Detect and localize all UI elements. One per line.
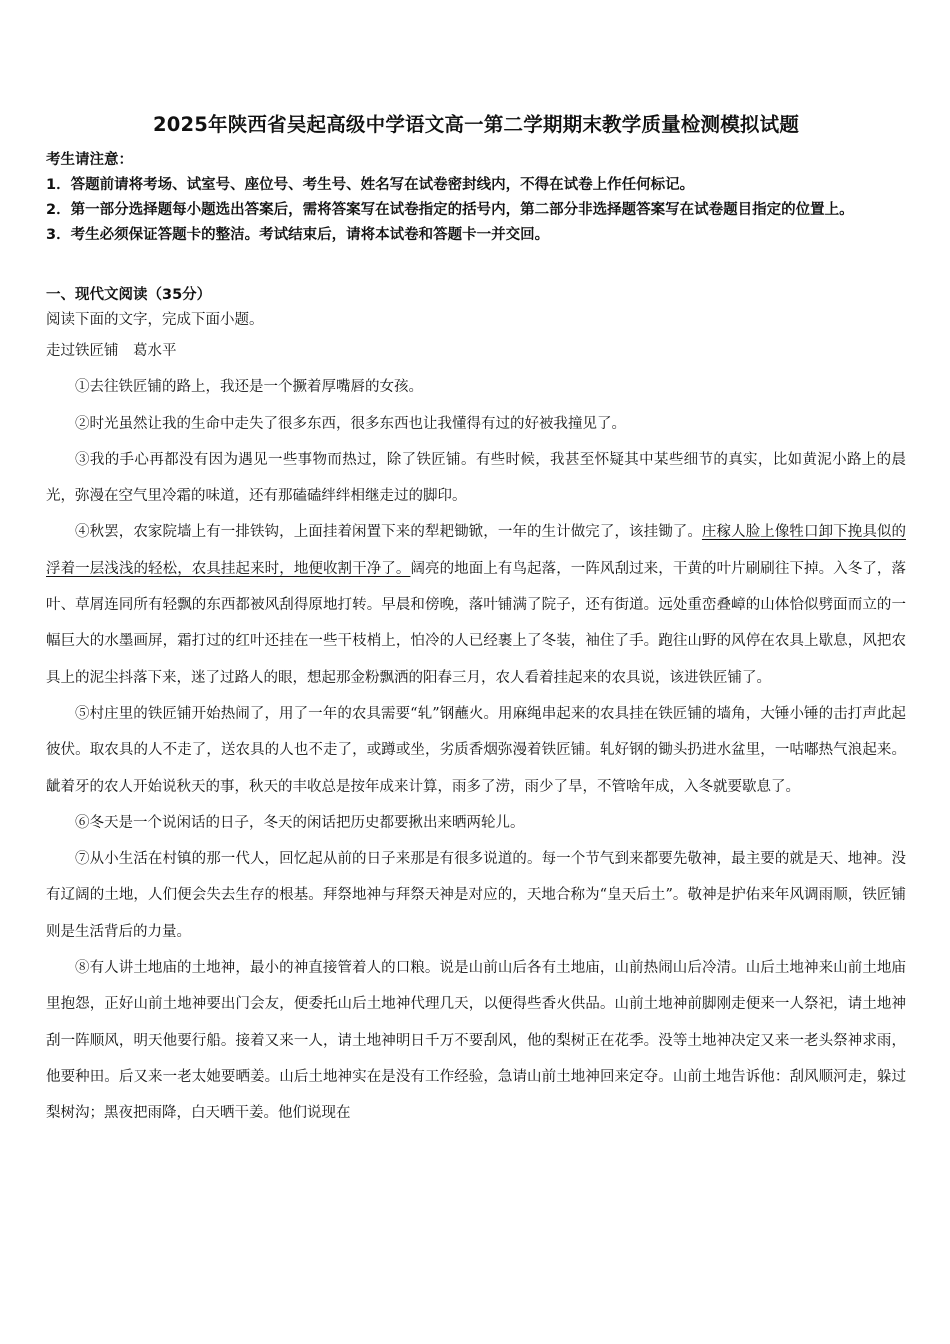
section-heading: 一、现代文阅读（35分） bbox=[46, 287, 212, 303]
paragraph-4-lead: ④秋罢，农家院墙上有一排铁钩，上面挂着闲置下来的犁耙锄锨，一年的生计做完了，该挂锄了。 bbox=[75, 524, 702, 541]
reading-passage bbox=[46, 308, 906, 1132]
paragraph-4 bbox=[46, 514, 906, 695]
paragraph-5: ⑤村庄里的铁匠铺开始热闹了，用了一年的农具需要“轧”钢蘸火。用麻绳串起来的农具挂在铁匠铺的墙角，大锤小锤的击打声此起彼伏。取农具的人不走了，送农具的人也不走了，或蹲或坐，劣质香烟弥漫着铁匠铺。轧好钢的锄头扔进水盆里，一咕嘟热气浪起来。龇着牙的农人开始说秋天的事，秋天的丰收总是按年成来计算，雨多了涝，雨少了旱，不管啥年成，入冬就要歇息了。 bbox=[46, 705, 906, 795]
paragraph-7: ⑦从小生活在村镇的那一代人，回忆起从前的日子来那是有很多说道的。每一个节气到来都要先敬神，最主要的就是天、地神。没有辽阔的土地，人们便会失去生存的根基。拜祭地神与拜祭天神是对应的，天地合称为“皇天后土”。敬神是护佑来年风调雨顺，铁匠铺则是生活背后的力量。 bbox=[46, 851, 906, 940]
reading-instruction: 阅读下面的文字，完成下面小题。 bbox=[46, 312, 264, 328]
notice-item-1: 1．答题前请将考场、试室号、座位号、考生号、姓名写在试卷密封线内，不得在试卷上作任何标记。 bbox=[46, 177, 695, 193]
paragraph-2: ②时光虽然让我的生命中走失了很多东西，很多东西也让我懂得有过的好被我撞见了。 bbox=[75, 415, 626, 432]
notice-item-2: 2．第一部分选择题每小题选出答案后，需将答案写在试卷指定的括号内，第二部分非选择题答案写在试卷题目指定的位置上。 bbox=[46, 202, 854, 218]
paragraph-6: ⑥冬天是一个说闲话的日子，冬天的闲话把历史都要揪出来晒两轮儿。 bbox=[75, 814, 525, 831]
notice-item-3: 3．考生必须保证答题卡的整洁。考试结束后，请将本试卷和答题卡一并交回。 bbox=[46, 227, 550, 243]
underlined-sentence: 庄稼人脸上像牲口卸下挽具似的浮着一层浅浅的轻松，农具挂起来时，地便收割干净了。 bbox=[46, 524, 906, 577]
notice-block bbox=[46, 148, 906, 248]
paragraph-3: ③我的手心再都没有因为遇见一些事物而热过，除了铁匠铺。有些时候，我甚至怀疑其中某些细节的真实，比如黄泥小路上的晨光，弥漫在空气里冷霜的味道，还有那磕磕绊绊相继走过的脚印。 bbox=[46, 451, 906, 505]
notice-heading: 考生请注意： bbox=[46, 152, 133, 168]
exam-title: 2025年陕西省吴起高级中学语文高一第二学期期末教学质量检测模拟试题 bbox=[152, 113, 800, 136]
paragraph-1: ①去往铁匠铺的路上，我还是一个撅着厚嘴唇的女孩。 bbox=[75, 379, 423, 396]
paragraph-4-rest: 阔亮的地面上有鸟起落，一阵风刮过来，干黄的叶片刷刷往下掉。入冬了，落叶、草屑连同所有轻飘的东西都被风刮得原地打转。早晨和傍晚，落叶铺满了院子，还有街道。远处重峦叠嶂的山体恰似劈面而立的一幅巨大的水墨画屏，霜打过的红叶还挂在一些干枝梢上，怕冷的人已经裹上了冬装，袖住了手。跑往山野的风停在农具上歇息，风把农具上的泥尘抖落下来，迷了过路人的眼，想起那金粉飘洒的阳春三月，农人看着挂起来的农具说，该进铁匠铺了。 bbox=[46, 560, 906, 686]
article-title: 走过铁匠铺 葛水平 bbox=[46, 343, 177, 359]
paragraph-8: ⑧有人讲土地庙的土地神，最小的神直接管着人的口粮。说是山前山后各有土地庙，山前热闹山后冷清。山后土地神来山前土地庙里抱怨，正好山前土地神要出门会友，便委托山后土地神代理几天，以便得些香火供品。山前土地神前脚刚走便来一人祭祀，请土地神刮一阵顺风，明天他要行船。接着又来一人，请土地神明日千万不要刮风，他的梨树正在花季。没等土地神决定又来一老头祭神求雨，他要种田。后又来一老太她要晒姜。山后土地神实在是没有工作经验，急请山前土地神回来定夺。山前土地告诉他：刮风顺河走，躲过梨树沟；黑夜把雨降，白天晒干姜。他们说现在 bbox=[46, 960, 906, 1122]
